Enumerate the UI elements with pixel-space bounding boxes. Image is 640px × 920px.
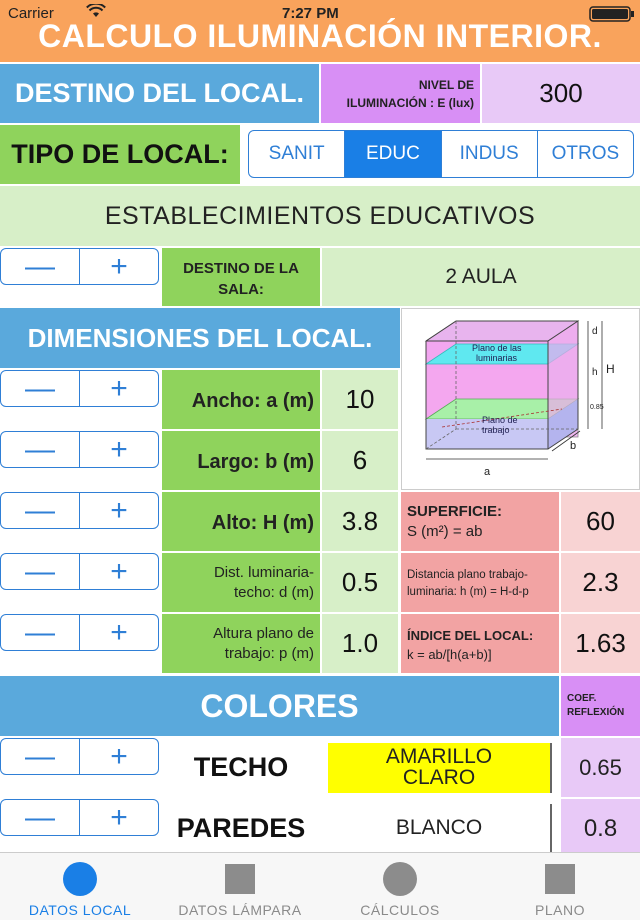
altura-line2: trabajo: p (m) [224, 645, 314, 662]
largo-plus-button[interactable]: + [110, 432, 128, 466]
diagram-p: 0.85 [590, 404, 604, 411]
ancho-minus-button[interactable]: — [1, 371, 80, 406]
destino-sala-value[interactable]: 2 AULA [322, 248, 640, 306]
superficie-value: 60 [561, 492, 640, 551]
destino-sala-line1: DESTINO DE LA [183, 260, 299, 277]
room-diagram [401, 308, 640, 490]
distancia-line1: Distancia plano trabajo- [407, 569, 528, 581]
distancia-value: 2.3 [561, 553, 640, 612]
diagram-plano-luminarias-1: Plano de las [472, 343, 522, 353]
coef-line2: REFLEXIÓN [567, 707, 625, 718]
tab-plano[interactable] [480, 852, 640, 920]
techo-coef-value: 0.65 [561, 738, 640, 797]
tab-datos-lampara-label: DATOS LÁMPARA [178, 902, 302, 918]
alto-value[interactable]: 3.8 [322, 492, 398, 551]
techo-plus-button[interactable]: + [110, 739, 128, 773]
dist-minus-button[interactable]: — [1, 554, 80, 589]
superficie-label [401, 492, 559, 551]
diagram-plano-trabajo-2: trabajo [482, 425, 510, 435]
segment-educ[interactable]: EDUC [345, 131, 441, 177]
techo-label: TECHO [162, 738, 320, 797]
altura-line1: Altura plano de [213, 625, 314, 642]
alto-label: Alto: H (m) [162, 492, 320, 551]
diagram-h: h [592, 367, 598, 378]
dist-stepper [0, 553, 159, 590]
dist-line2: techo: d (m) [233, 584, 314, 601]
diagram-plano-trabajo-1: Plano de [482, 415, 518, 425]
destino-sala-line2: SALA: [218, 281, 264, 298]
indice-line2: k = ab/[h(a+b)] [407, 647, 492, 662]
circle-icon [63, 862, 97, 896]
tab-datos-local[interactable] [0, 852, 160, 920]
coef-line1: COEF. [567, 693, 597, 704]
tab-calculos[interactable] [320, 852, 480, 920]
square-icon [225, 864, 255, 894]
ancho-value[interactable]: 10 [322, 370, 398, 429]
distancia-line2: luminaria: h (m) = H-d-p [407, 586, 529, 598]
nivel-label-line1: NIVEL DE [418, 78, 474, 92]
largo-label: Largo: b (m) [162, 431, 320, 490]
tab-datos-lampara[interactable] [160, 852, 320, 920]
altura-label [162, 614, 320, 673]
indice-value: 1.63 [561, 614, 640, 673]
colores-title: COLORES [0, 676, 559, 736]
dist-label [162, 553, 320, 612]
dist-value[interactable]: 0.5 [322, 553, 398, 612]
paredes-minus-button[interactable]: — [1, 800, 80, 835]
sala-stepper [0, 248, 159, 285]
tipo-local-description: ESTABLECIMIENTOS EDUCATIVOS [0, 186, 640, 246]
circle-icon [383, 862, 417, 896]
sala-minus-button[interactable]: — [1, 249, 80, 284]
superficie-line2: S (m²) = ab [407, 523, 483, 540]
ancho-label: Ancho: a (m) [162, 370, 320, 429]
paredes-stepper [0, 799, 159, 836]
indice-label [401, 614, 559, 673]
distancia-label [401, 553, 559, 612]
techo-stepper [0, 738, 159, 775]
page-title: CALCULO ILUMINACIÓN INTERIOR. [38, 17, 602, 54]
tipo-local-segmented-control [248, 130, 634, 178]
techo-color-swatch[interactable] [328, 743, 552, 793]
ancho-stepper [0, 370, 159, 407]
altura-value[interactable]: 1.0 [322, 614, 398, 673]
nivel-iluminacion-value[interactable]: 300 [482, 64, 640, 123]
diagram-d: d [592, 326, 598, 337]
superficie-line1: SUPERFICIE: [407, 503, 503, 520]
sala-plus-button[interactable]: + [110, 249, 128, 283]
destino-sala-label [162, 248, 320, 306]
largo-minus-button[interactable]: — [1, 432, 80, 467]
coef-reflexion-label [561, 676, 640, 736]
altura-plus-button[interactable]: + [110, 615, 128, 649]
tab-datos-local-label: DATOS LOCAL [28, 902, 132, 918]
altura-stepper [0, 614, 159, 651]
alto-minus-button[interactable]: — [1, 493, 80, 528]
alto-plus-button[interactable]: + [110, 493, 128, 527]
diagram-plano-luminarias-2: luminarias [476, 353, 518, 363]
square-icon [545, 864, 575, 894]
ancho-plus-button[interactable]: + [110, 371, 128, 405]
tab-plano-label: PLANO [535, 902, 585, 918]
diagram-H: H [606, 362, 615, 376]
dist-plus-button[interactable]: + [110, 554, 128, 588]
destino-local-label: DESTINO DEL LOCAL. [0, 64, 319, 123]
nivel-label-line2: ILUMINACIÓN : E (lux) [346, 96, 474, 110]
largo-stepper [0, 431, 159, 468]
indice-line1: ÍNDICE DEL LOCAL: [407, 628, 534, 643]
status-time: 7:27 PM [282, 5, 339, 22]
dist-line1: Dist. luminaria- [213, 564, 314, 581]
paredes-plus-button[interactable]: + [110, 800, 128, 834]
techo-color-line1: AMARILLO [385, 745, 493, 768]
status-carrier: Carrier [8, 5, 54, 22]
segment-sanit[interactable]: SANIT [249, 131, 345, 177]
techo-minus-button[interactable]: — [1, 739, 80, 774]
tipo-local-label: TIPO DE LOCAL: [0, 125, 240, 184]
tab-calculos-label: CÁLCULOS [360, 902, 440, 918]
techo-color-line2: CLARO [402, 766, 476, 789]
diagram-b: b [570, 440, 577, 452]
dimensiones-title: DIMENSIONES DEL LOCAL. [0, 308, 400, 368]
paredes-coef-value: 0.8 [561, 799, 640, 858]
segment-otros[interactable]: OTROS [551, 143, 620, 164]
paredes-color-swatch[interactable]: BLANCO [328, 804, 552, 852]
paredes-label: PAREDES [162, 799, 320, 858]
largo-value[interactable]: 6 [322, 431, 398, 490]
altura-minus-button[interactable]: — [1, 615, 80, 650]
segment-indus[interactable]: INDUS [442, 131, 538, 177]
nivel-iluminacion-label [321, 64, 480, 123]
diagram-a: a [484, 466, 491, 478]
alto-stepper [0, 492, 159, 529]
